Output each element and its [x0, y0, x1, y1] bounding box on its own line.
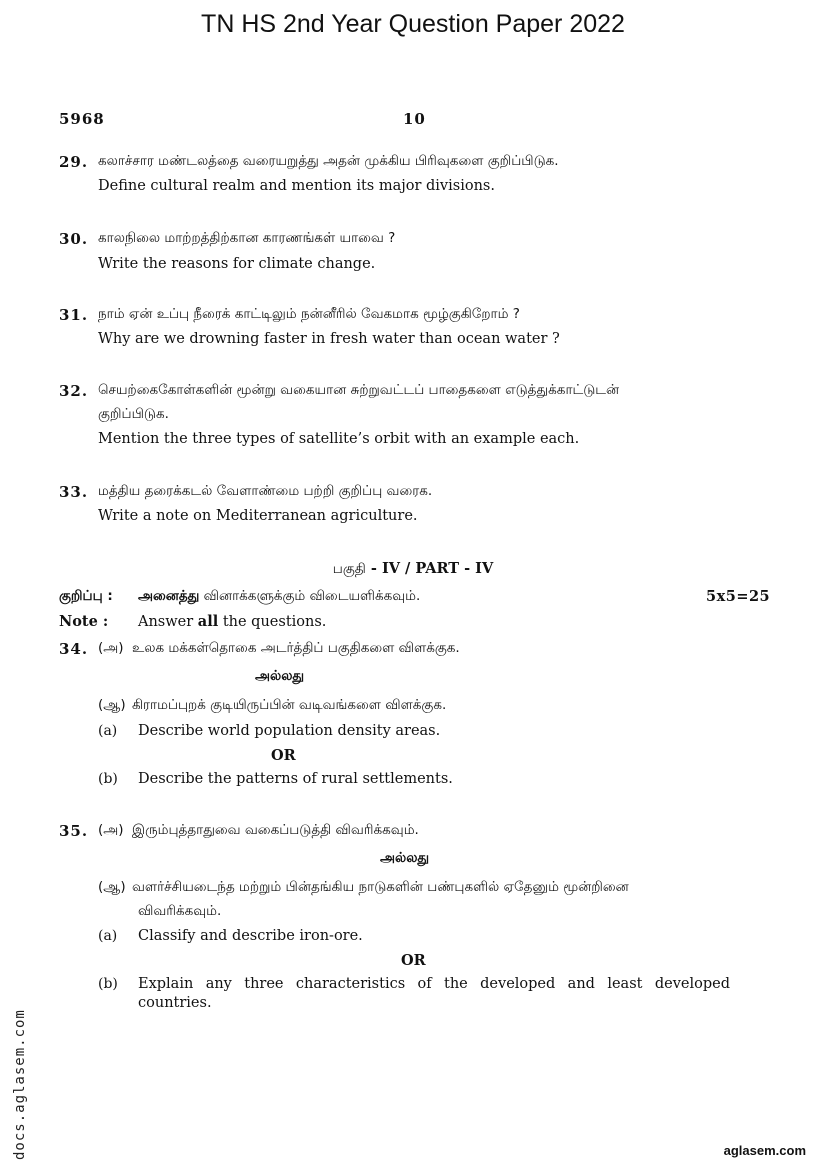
marks-total: 5x5=25	[706, 588, 771, 605]
question-tamil: மத்திய தரைக்கடல் வேளாண்மை பற்றி குறிப்பு வரைக.	[98, 483, 433, 499]
question-number: 32.	[59, 382, 89, 400]
option-a-tamil: உலக மக்கள்தொகை அடர்த்திப் பகுதிகளை விளக்குக.	[132, 640, 460, 656]
part-heading	[0, 558, 826, 579]
question-tamil-line1: செயற்கைகோள்களின் மூன்று வகையான சுற்றுவட்டப் பாதைகளை எடுத்துக்காட்டுடன்	[98, 382, 620, 398]
option-b-english: Describe the patterns of rural settlements.	[138, 771, 453, 787]
option-a-english: Classify and describe iron-ore.	[138, 928, 363, 944]
option-a-label-english: (a)	[98, 928, 118, 944]
question-tamil: காலநிலை மாற்றத்திற்கான காரணங்கள் யாவை ?	[98, 230, 396, 246]
note-english-bold: all	[197, 613, 219, 630]
note-tamil-bold: அனைத்து	[138, 588, 200, 604]
question-english: Mention the three types of satellite’s orbit with an example each.	[98, 431, 580, 447]
option-b-label-tamil: (ஆ)	[98, 697, 126, 713]
option-a-english: Describe world population density areas.	[138, 723, 441, 739]
question-english: Write a note on Mediterranean agriculture.	[98, 508, 418, 524]
question-number: 30.	[59, 230, 89, 248]
or-tamil: அல்லது	[380, 850, 430, 866]
question-number: 29.	[59, 153, 89, 171]
note-label-tamil: குறிப்பு :	[59, 588, 113, 604]
note-english-pre: Answer	[138, 614, 198, 630]
note-label-english: Note :	[59, 613, 109, 630]
part-title-english: IV / PART - IV	[381, 560, 494, 577]
option-a-label-english: (a)	[98, 723, 118, 739]
site-label: aglasem.com	[723, 1143, 806, 1158]
note-english	[138, 613, 326, 630]
question-tamil-line2: குறிப்பிடுக.	[98, 406, 169, 422]
option-b-label-tamil: (ஆ)	[98, 879, 126, 895]
option-a-tamil: இரும்புத்தாதுவை வகைப்படுத்தி விவரிக்கவும்.	[132, 822, 419, 838]
or-english: OR	[401, 952, 426, 969]
note-english-post: the questions.	[218, 614, 327, 630]
part-title-sep: -	[365, 560, 382, 577]
question-tamil: நாம் ஏன் உப்பு நீரைக் காட்டிலும் நன்னீரில் வேகமாக மூழ்குகிறோம் ?	[98, 306, 520, 322]
question-english: Write the reasons for climate change.	[98, 256, 376, 272]
paper-code: 5968	[59, 110, 105, 128]
option-b-label-english: (b)	[98, 976, 118, 992]
option-b-tamil: கிராமப்புறக் குடியிருப்பின் வடிவங்களை விளக்குக.	[132, 697, 447, 713]
question-tamil: கலாச்சார மண்டலத்தை வரையறுத்து அதன் முக்கிய பிரிவுகளை குறிப்பிடுக.	[98, 153, 559, 169]
part-title-tamil: பகுதி	[332, 561, 366, 577]
or-tamil: அல்லது	[255, 668, 305, 684]
option-b-english-line2: countries.	[138, 995, 212, 1011]
question-english: Why are we drowning faster in fresh water than ocean water ?	[98, 331, 560, 347]
option-b-tamil-line2: விவரிக்கவும்.	[138, 903, 222, 919]
question-number: 33.	[59, 483, 89, 501]
option-b-label-english: (b)	[98, 771, 118, 787]
question-number: 35.	[59, 822, 89, 840]
option-a-label-tamil: (அ)	[98, 822, 124, 838]
note-tamil	[138, 588, 420, 606]
question-english: Define cultural realm and mention its major divisions.	[98, 178, 495, 194]
or-english: OR	[271, 747, 296, 764]
option-b-english-line1: Explain any three characteristics of the developed and least developed	[138, 976, 730, 992]
option-b-tamil-line1: வளர்ச்சியடைந்த மற்றும் பின்தங்கிய நாடுகளின் பண்புகளில் ஏதேனும் மூன்றினை	[132, 879, 629, 895]
banner-title: TN HS 2nd Year Question Paper 2022	[201, 10, 625, 38]
question-number: 34.	[59, 640, 89, 658]
option-a-label-tamil: (அ)	[98, 640, 124, 656]
note-tamil-rest: வினாக்களுக்கும் விடையளிக்கவும்.	[199, 588, 421, 604]
watermark-text: docs.aglasem.com	[12, 1009, 28, 1160]
question-number: 31.	[59, 306, 89, 324]
page-number: 10	[403, 110, 426, 128]
